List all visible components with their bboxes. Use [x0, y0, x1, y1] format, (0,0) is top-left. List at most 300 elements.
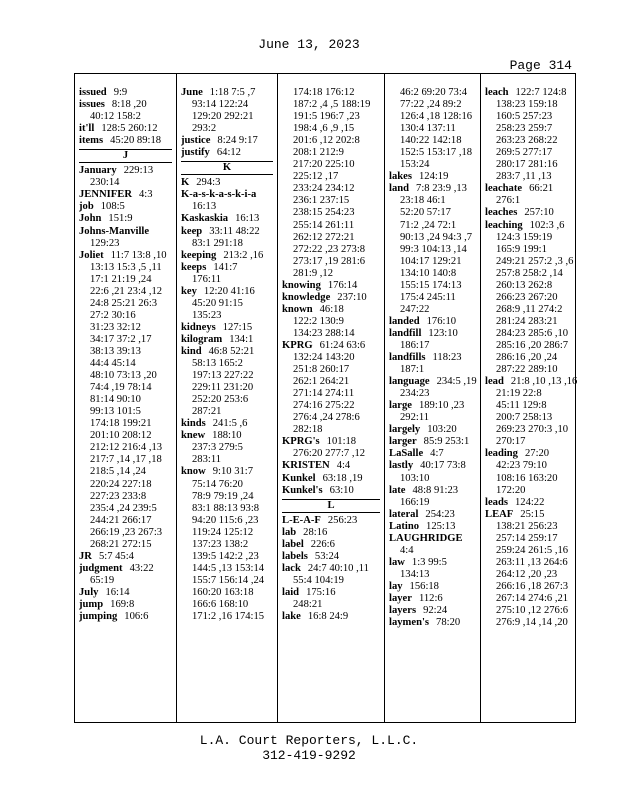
- index-refs-continued: 227:23 233:8: [90, 490, 147, 502]
- index-entry: [181, 213, 277, 225]
- index-term: lack: [282, 562, 301, 574]
- index-entry: [181, 87, 277, 99]
- index-refs-continued: 230:14: [90, 177, 120, 189]
- index-refs-continued: 130:4 137:11: [400, 123, 456, 135]
- index-refs-continued: 237:3 279:5: [192, 442, 243, 454]
- index-entry: [79, 189, 176, 201]
- index-refs-continued: 191:5 196:7 ,23: [293, 111, 360, 123]
- index-entry: [389, 617, 480, 629]
- index-term: laid: [282, 586, 300, 598]
- index-entry: [389, 521, 480, 533]
- index-term: layers: [389, 605, 417, 617]
- index-term: labels: [282, 550, 308, 562]
- index-column-3: [277, 74, 384, 722]
- index-column-2: [176, 74, 277, 722]
- index-term: landfills: [389, 352, 426, 364]
- index-term: laymen's: [389, 617, 430, 629]
- index-refs-continued: 276:1: [496, 195, 521, 207]
- index-refs: 63:18 ,19: [322, 472, 363, 484]
- index-refs-continued: 90:13 ,24 94:3 ,7: [400, 231, 473, 243]
- index-refs-continued: 104:17 129:21: [400, 255, 462, 267]
- index-refs-continued: 212:12 216:4 ,13: [90, 442, 163, 454]
- index-refs-continued: 176:11: [192, 273, 222, 285]
- index-entry: [282, 587, 384, 599]
- index-refs-continued: 31:23 32:12: [90, 321, 141, 333]
- index-term: JENNIFER: [79, 189, 132, 201]
- index-refs: 45:20 89:18: [110, 135, 162, 147]
- index-refs-continued: 285:16 ,20 286:7: [496, 339, 569, 351]
- index-refs-continued: 287:22 289:10: [496, 364, 558, 376]
- index-term: know: [181, 466, 206, 478]
- index-refs-continued: 276:4 ,24 278:6: [293, 412, 360, 424]
- index-entry: [389, 400, 480, 412]
- index-refs-continued: 16:13: [192, 201, 217, 213]
- index-refs-continued: 263:23 268:22: [496, 135, 558, 147]
- index-refs: 4:3: [138, 189, 153, 201]
- index-term: knowledge: [282, 291, 331, 303]
- index-refs-continued: 144:5 ,13 153:14: [192, 562, 265, 574]
- index-refs-continued: 208:1 212:9: [293, 147, 344, 159]
- index-refs-continued: 235:4 ,24 239:5: [90, 502, 157, 514]
- index-term: largely: [389, 424, 421, 436]
- index-refs-continued: 129:20 292:21: [192, 111, 254, 123]
- index-term: items: [79, 135, 104, 147]
- index-term: landfill: [389, 327, 422, 339]
- index-term: known: [282, 303, 313, 315]
- index-refs-continued: 268:21 272:15: [90, 538, 152, 550]
- index-entry: [181, 418, 277, 430]
- index-entry: [79, 599, 176, 611]
- header-date: June 13, 2023: [258, 37, 360, 52]
- index-entry: [79, 165, 176, 177]
- index-refs: 78:20: [436, 617, 461, 629]
- index-refs: 125:13: [426, 520, 456, 532]
- index-entry: [181, 262, 277, 274]
- index-entry: [485, 497, 577, 509]
- index-refs-continued: 4:4: [400, 544, 414, 556]
- index-refs-continued: 267:14 274:6 ,21: [496, 592, 569, 604]
- index-refs-continued: 83:1 291:18: [192, 237, 243, 249]
- index-entry: [181, 250, 277, 262]
- index-refs: 134:1: [229, 333, 254, 345]
- index-refs: 169:8: [110, 598, 135, 610]
- index-refs-continued: 220:24 227:18: [90, 478, 152, 490]
- index-refs: 16:14: [105, 586, 130, 598]
- index-term: land: [389, 183, 410, 195]
- index-entry: [389, 328, 480, 340]
- index-refs-continued: 45:20 91:15: [192, 297, 243, 309]
- index-refs: 25:15: [520, 508, 545, 520]
- index-entry: [79, 213, 176, 225]
- index-entry: [485, 207, 577, 219]
- index-refs: 102:3 ,6: [529, 219, 565, 231]
- index-refs-continued: 55:4 104:19: [293, 574, 344, 586]
- index-term: Latino: [389, 520, 420, 532]
- index-refs: 151:9: [108, 213, 133, 225]
- index-refs: 257:10: [524, 207, 554, 219]
- index-refs-continued: 200:7 258:13: [496, 412, 553, 424]
- index-term: L-E-A-F: [282, 514, 321, 526]
- index-refs-continued: 273:17 ,19 281:6: [293, 255, 366, 267]
- index-refs-continued: 281:9 ,12: [293, 267, 334, 279]
- index-refs-continued: 78:9 79:19 ,24: [192, 490, 254, 502]
- index-refs-continued: 271:14 274:11: [293, 388, 355, 400]
- index-entry: [282, 527, 384, 539]
- index-term: leachate: [485, 183, 523, 195]
- index-column-5: [480, 74, 577, 722]
- index-refs-continued: 187:2 ,4 ,5 188:19: [293, 99, 371, 111]
- index-column-4: [384, 74, 480, 722]
- index-refs-continued: 255:14 261:11: [293, 219, 355, 231]
- index-refs-continued: 244:21 266:17: [90, 514, 152, 526]
- index-refs: 48:8 91:23: [412, 484, 459, 496]
- index-entry: [282, 280, 384, 292]
- index-refs-continued: 257:14 259:17: [496, 532, 558, 544]
- index-refs-continued: 197:13 227:22: [192, 370, 254, 382]
- index-term: KPRG: [282, 339, 313, 351]
- index-refs: 175:16: [306, 586, 336, 598]
- index-refs: 101:18: [326, 436, 357, 448]
- index-refs-continued: 274:16 275:22: [293, 400, 355, 412]
- index-entry: [181, 286, 277, 298]
- index-refs: 11:7 13:8 ,10: [110, 249, 167, 261]
- index-refs-continued: 262:12 272:21: [293, 231, 355, 243]
- index-refs-continued: 23:18 46:1: [400, 195, 446, 207]
- index-refs-continued: 17:1 21:19 ,24: [90, 273, 152, 285]
- index-refs-continued: 42:23 79:10: [496, 460, 547, 472]
- index-term: large: [389, 400, 412, 412]
- index-entry: [181, 135, 277, 147]
- index-refs-continued: 276:20 277:7 ,12: [293, 448, 366, 460]
- index-refs-continued: 124:3 159:19: [496, 231, 553, 243]
- index-refs-continued: 132:24 143:20: [293, 352, 355, 364]
- index-term: January: [79, 165, 117, 177]
- index-refs-continued: 217:20 225:10: [293, 159, 355, 171]
- index-term: jumping: [79, 611, 118, 623]
- index-term: issued: [79, 87, 107, 98]
- index-entry: [282, 485, 384, 497]
- index-refs-continued: 140:22 142:18: [400, 135, 462, 147]
- index-entry: [485, 509, 577, 521]
- index-entry: [181, 189, 277, 201]
- index-term: job: [79, 201, 94, 213]
- index-refs: 4:4: [336, 460, 351, 472]
- index-refs-continued: 263:11 ,13 264:6: [496, 556, 568, 568]
- index-term: LAUGHRIDGE: [389, 532, 463, 544]
- index-entry: [181, 346, 277, 358]
- index-entry: [282, 436, 384, 448]
- index-refs-continued: 287:21: [192, 406, 222, 418]
- index-entry: [282, 304, 384, 316]
- index-refs: 5:7 45:4: [98, 550, 134, 562]
- index-refs-continued: 172:20: [496, 484, 526, 496]
- index-refs: 12:20 41:16: [203, 285, 255, 297]
- index-term: July: [79, 586, 99, 598]
- index-term: kidneys: [181, 321, 216, 333]
- index-refs-continued: 152:5 153:17 ,18: [400, 147, 473, 159]
- index-entry: [79, 87, 176, 99]
- index-entry: [79, 201, 176, 213]
- index-entry: [389, 424, 480, 436]
- index-refs-continued: 44:4 45:14: [90, 358, 136, 370]
- index-term: knew: [181, 430, 206, 442]
- index-term: leads: [485, 496, 508, 508]
- index-refs-continued: 283:11: [192, 454, 222, 466]
- index-refs-continued: 45:11 129:8: [496, 400, 547, 412]
- index-term: Kunkel: [282, 472, 316, 484]
- index-refs: 64:12: [216, 147, 241, 159]
- index-refs: 123:10: [428, 327, 458, 339]
- index-term: key: [181, 285, 197, 297]
- index-term: lead: [485, 376, 504, 388]
- index-refs: 122:7 124:8: [515, 87, 567, 98]
- index-entry: [181, 334, 277, 346]
- index-entry: [181, 226, 277, 238]
- index-refs: 176:10: [426, 315, 457, 327]
- index-refs-continued: 75:14 76:20: [192, 478, 243, 490]
- index-refs-continued: 83:1 88:13 93:8: [192, 502, 260, 514]
- index-term: jump: [79, 598, 104, 610]
- index-term: lateral: [389, 508, 419, 520]
- index-refs-continued: 266:16 ,18 267:3: [496, 580, 569, 592]
- index-refs: 4:7: [430, 448, 444, 460]
- index-refs-continued: 99:3 104:13 ,14: [400, 243, 467, 255]
- index-term: John: [79, 213, 102, 225]
- index-term: justify: [181, 147, 210, 159]
- index-term: kinds: [181, 418, 206, 430]
- index-refs-continued: 272:22 ,23 273:8: [293, 243, 366, 255]
- index-entry: [282, 473, 384, 485]
- index-term: lastly: [389, 460, 414, 472]
- index-refs: 156:18: [409, 580, 439, 592]
- index-entry: [389, 183, 480, 195]
- index-refs-continued: 260:13 262:8: [496, 279, 553, 291]
- index-entry: [181, 147, 277, 159]
- index-entry: [79, 551, 176, 563]
- section-letter: K: [181, 161, 273, 175]
- index-term: kind: [181, 345, 202, 357]
- index-refs-continued: 65:19: [90, 574, 115, 586]
- index-term: Joliet: [79, 249, 104, 261]
- index-refs-continued: 292:11: [400, 412, 430, 424]
- index-entry: [389, 581, 480, 593]
- index-refs-continued: 94:20 115:6 ,23: [192, 514, 259, 526]
- index-entry: [485, 183, 577, 195]
- index-refs-continued: 284:23 285:6 ,10: [496, 327, 569, 339]
- index-refs-continued: 252:20 253:6: [192, 394, 249, 406]
- index-term: knowing: [282, 279, 321, 291]
- index-refs-continued: 129:23: [90, 237, 120, 249]
- index-term: leading: [485, 448, 518, 460]
- index-refs: 213:2 ,16: [223, 249, 264, 261]
- index-entry: [79, 611, 176, 623]
- index-refs-continued: 103:10: [400, 472, 430, 484]
- index-refs-continued: 166:19: [400, 496, 430, 508]
- index-refs-continued: 139:5 142:2 ,23: [192, 550, 259, 562]
- index-refs: 112:6: [418, 592, 443, 604]
- index-refs-continued: 74:4 ,19 78:14: [90, 382, 152, 394]
- index-refs-continued: 160:5 257:23: [496, 111, 553, 123]
- index-refs-continued: 249:21 257:2 ,3 ,6: [496, 255, 574, 267]
- section-letter: L: [282, 499, 380, 513]
- word-index-table: [74, 73, 576, 723]
- index-refs: 63:10: [329, 484, 354, 496]
- index-refs: 53:24: [314, 550, 340, 562]
- index-term: law: [389, 556, 405, 568]
- index-entry: [389, 557, 480, 569]
- index-refs-continued: 269:5 277:17: [496, 147, 553, 159]
- index-term: keeping: [181, 249, 217, 261]
- index-refs-continued: 27:2 30:16: [90, 309, 136, 321]
- index-term: larger: [389, 436, 417, 448]
- index-refs: 27:20: [524, 448, 550, 460]
- index-entry: [282, 340, 384, 352]
- index-refs-continued: 283:7 ,11 ,13: [496, 171, 552, 183]
- index-refs-continued: 280:17 281:16: [496, 159, 558, 171]
- index-refs-continued: 225:12 ,17: [293, 171, 339, 183]
- index-refs: 46:8 52:21: [208, 345, 255, 357]
- index-term: layer: [389, 592, 412, 604]
- index-entry: [485, 448, 577, 460]
- index-refs-continued: 126:4 ,18 128:16: [400, 111, 473, 123]
- index-refs-continued: 58:13 165:2: [192, 358, 243, 370]
- index-refs: 256:23: [327, 514, 358, 526]
- index-refs: 9:9: [113, 87, 128, 98]
- index-refs: 124:19: [418, 171, 449, 183]
- index-entry: [389, 436, 480, 448]
- index-refs-continued: 138:23 159:18: [496, 99, 558, 111]
- index-term: it'll: [79, 123, 95, 135]
- page-number: Page 314: [509, 58, 572, 73]
- index-refs-continued: 21:19 22:8: [496, 388, 542, 400]
- index-term: landed: [389, 315, 420, 327]
- index-refs-continued: 134:23 288:14: [293, 327, 355, 339]
- index-refs-continued: 22:6 ,21 23:4 ,12: [90, 285, 163, 297]
- index-refs-continued: 135:23: [192, 309, 222, 321]
- index-term: justice: [181, 135, 211, 147]
- index-refs-continued: 71:2 ,24 72:1: [400, 219, 457, 231]
- index-term: language: [389, 376, 430, 388]
- index-refs-continued: 229:11 231:20: [192, 382, 254, 394]
- index-refs-continued: 24:8 25:21 26:3: [90, 297, 158, 309]
- index-term: late: [389, 484, 406, 496]
- index-refs-continued: 40:12 158:2: [90, 111, 141, 123]
- index-term: KPRG's: [282, 436, 320, 448]
- index-refs-continued: 175:4 245:11: [400, 291, 456, 303]
- index-entry: [181, 322, 277, 334]
- index-refs: 176:14: [327, 279, 358, 291]
- index-refs: 237:10: [337, 291, 367, 303]
- index-refs: 226:6: [310, 538, 335, 550]
- index-entry: [389, 352, 480, 364]
- index-entry: [389, 376, 480, 388]
- index-refs: 118:23: [432, 352, 462, 364]
- index-term: leaching: [485, 219, 523, 231]
- index-refs: 24:7 40:10 ,11: [307, 562, 369, 574]
- index-refs: 21:8 ,10 ,13 ,16: [510, 376, 577, 388]
- index-entry: [389, 448, 480, 460]
- index-refs-continued: 186:17: [400, 339, 430, 351]
- index-refs-continued: 155:15 174:13: [400, 279, 462, 291]
- index-refs: 234:5 ,19: [436, 376, 477, 388]
- index-refs: 40:17 73:8: [420, 460, 466, 472]
- index-refs-continued: 268:9 ,11 274:2: [496, 303, 563, 315]
- index-refs-continued: 236:1 237:15: [293, 195, 350, 207]
- index-term: K-a-s-k-a-s-k-i-a: [181, 189, 257, 201]
- index-refs-continued: 258:23 259:7: [496, 123, 553, 135]
- index-refs-continued: 247:22: [400, 303, 430, 315]
- index-entry: [485, 87, 577, 99]
- index-entry: [389, 509, 480, 521]
- index-entry: [485, 220, 577, 232]
- index-refs: 108:5: [100, 201, 125, 213]
- index-entry: [181, 177, 277, 189]
- index-entry: [389, 316, 480, 328]
- index-refs-continued: 275:10 ,12 276:6: [496, 605, 569, 617]
- index-refs-continued: 99:13 101:5: [90, 406, 141, 418]
- index-term: lay: [389, 580, 403, 592]
- index-entry: [389, 533, 480, 545]
- index-refs: 188:10: [212, 430, 242, 442]
- index-refs-continued: 137:23 138:2: [192, 538, 249, 550]
- index-refs-continued: 52:20 57:17: [400, 207, 451, 219]
- index-refs: 103:20: [427, 424, 457, 436]
- index-refs-continued: 38:13 39:13: [90, 345, 141, 357]
- index-term: LEAF: [485, 508, 514, 520]
- index-entry: [79, 226, 176, 238]
- index-refs-continued: 218:5 ,14 ,24: [90, 466, 146, 478]
- index-term: lake: [282, 611, 301, 623]
- index-refs-continued: 13:13 15:3 ,5 ,11: [90, 261, 162, 273]
- footer-company: L.A. Court Reporters, L.L.C.: [199, 733, 419, 748]
- index-refs-continued: 48:10 73:13 ,20: [90, 370, 157, 382]
- index-term: KRISTEN: [282, 460, 330, 472]
- index-refs: 127:15: [222, 321, 253, 333]
- index-column-1: [75, 74, 176, 722]
- index-entry: [282, 292, 384, 304]
- index-refs: 189:10 ,23: [418, 400, 465, 412]
- index-refs-continued: 165:9 199:1: [496, 243, 547, 255]
- index-entry: [389, 460, 480, 472]
- index-entry: [389, 605, 480, 617]
- index-refs: 8:24 9:17: [217, 135, 258, 147]
- index-term: LaSalle: [389, 448, 424, 460]
- index-refs: 16:13: [235, 213, 260, 225]
- index-refs-continued: 264:12 ,20 ,23: [496, 568, 558, 580]
- index-refs-continued: 257:8 258:2 ,14: [496, 267, 563, 279]
- index-refs: 92:24: [423, 605, 448, 617]
- index-refs-continued: 122:2 130:9: [293, 315, 344, 327]
- index-entry: [181, 466, 277, 478]
- index-entry: [282, 611, 384, 623]
- index-refs: 33:11 48:22: [209, 225, 260, 237]
- index-refs: 241:5 ,6: [212, 418, 248, 430]
- index-refs-continued: 34:17 37:2 ,17: [90, 333, 152, 345]
- index-entry: [485, 376, 577, 388]
- index-refs: 43:22: [129, 562, 154, 574]
- index-term: Johns-Manville: [79, 225, 150, 237]
- index-term: lakes: [389, 171, 412, 183]
- index-refs-continued: 134:10 140:8: [400, 267, 457, 279]
- index-refs: 85:9 253:1: [423, 436, 470, 448]
- index-refs: 7:8 23:9 ,13: [416, 183, 467, 195]
- index-entry: [79, 563, 176, 575]
- index-entry: [181, 430, 277, 442]
- index-refs: 229:13: [123, 165, 154, 177]
- index-refs-continued: 153:24: [400, 159, 430, 171]
- index-refs: 141:7: [213, 261, 238, 273]
- index-term: leaches: [485, 207, 518, 219]
